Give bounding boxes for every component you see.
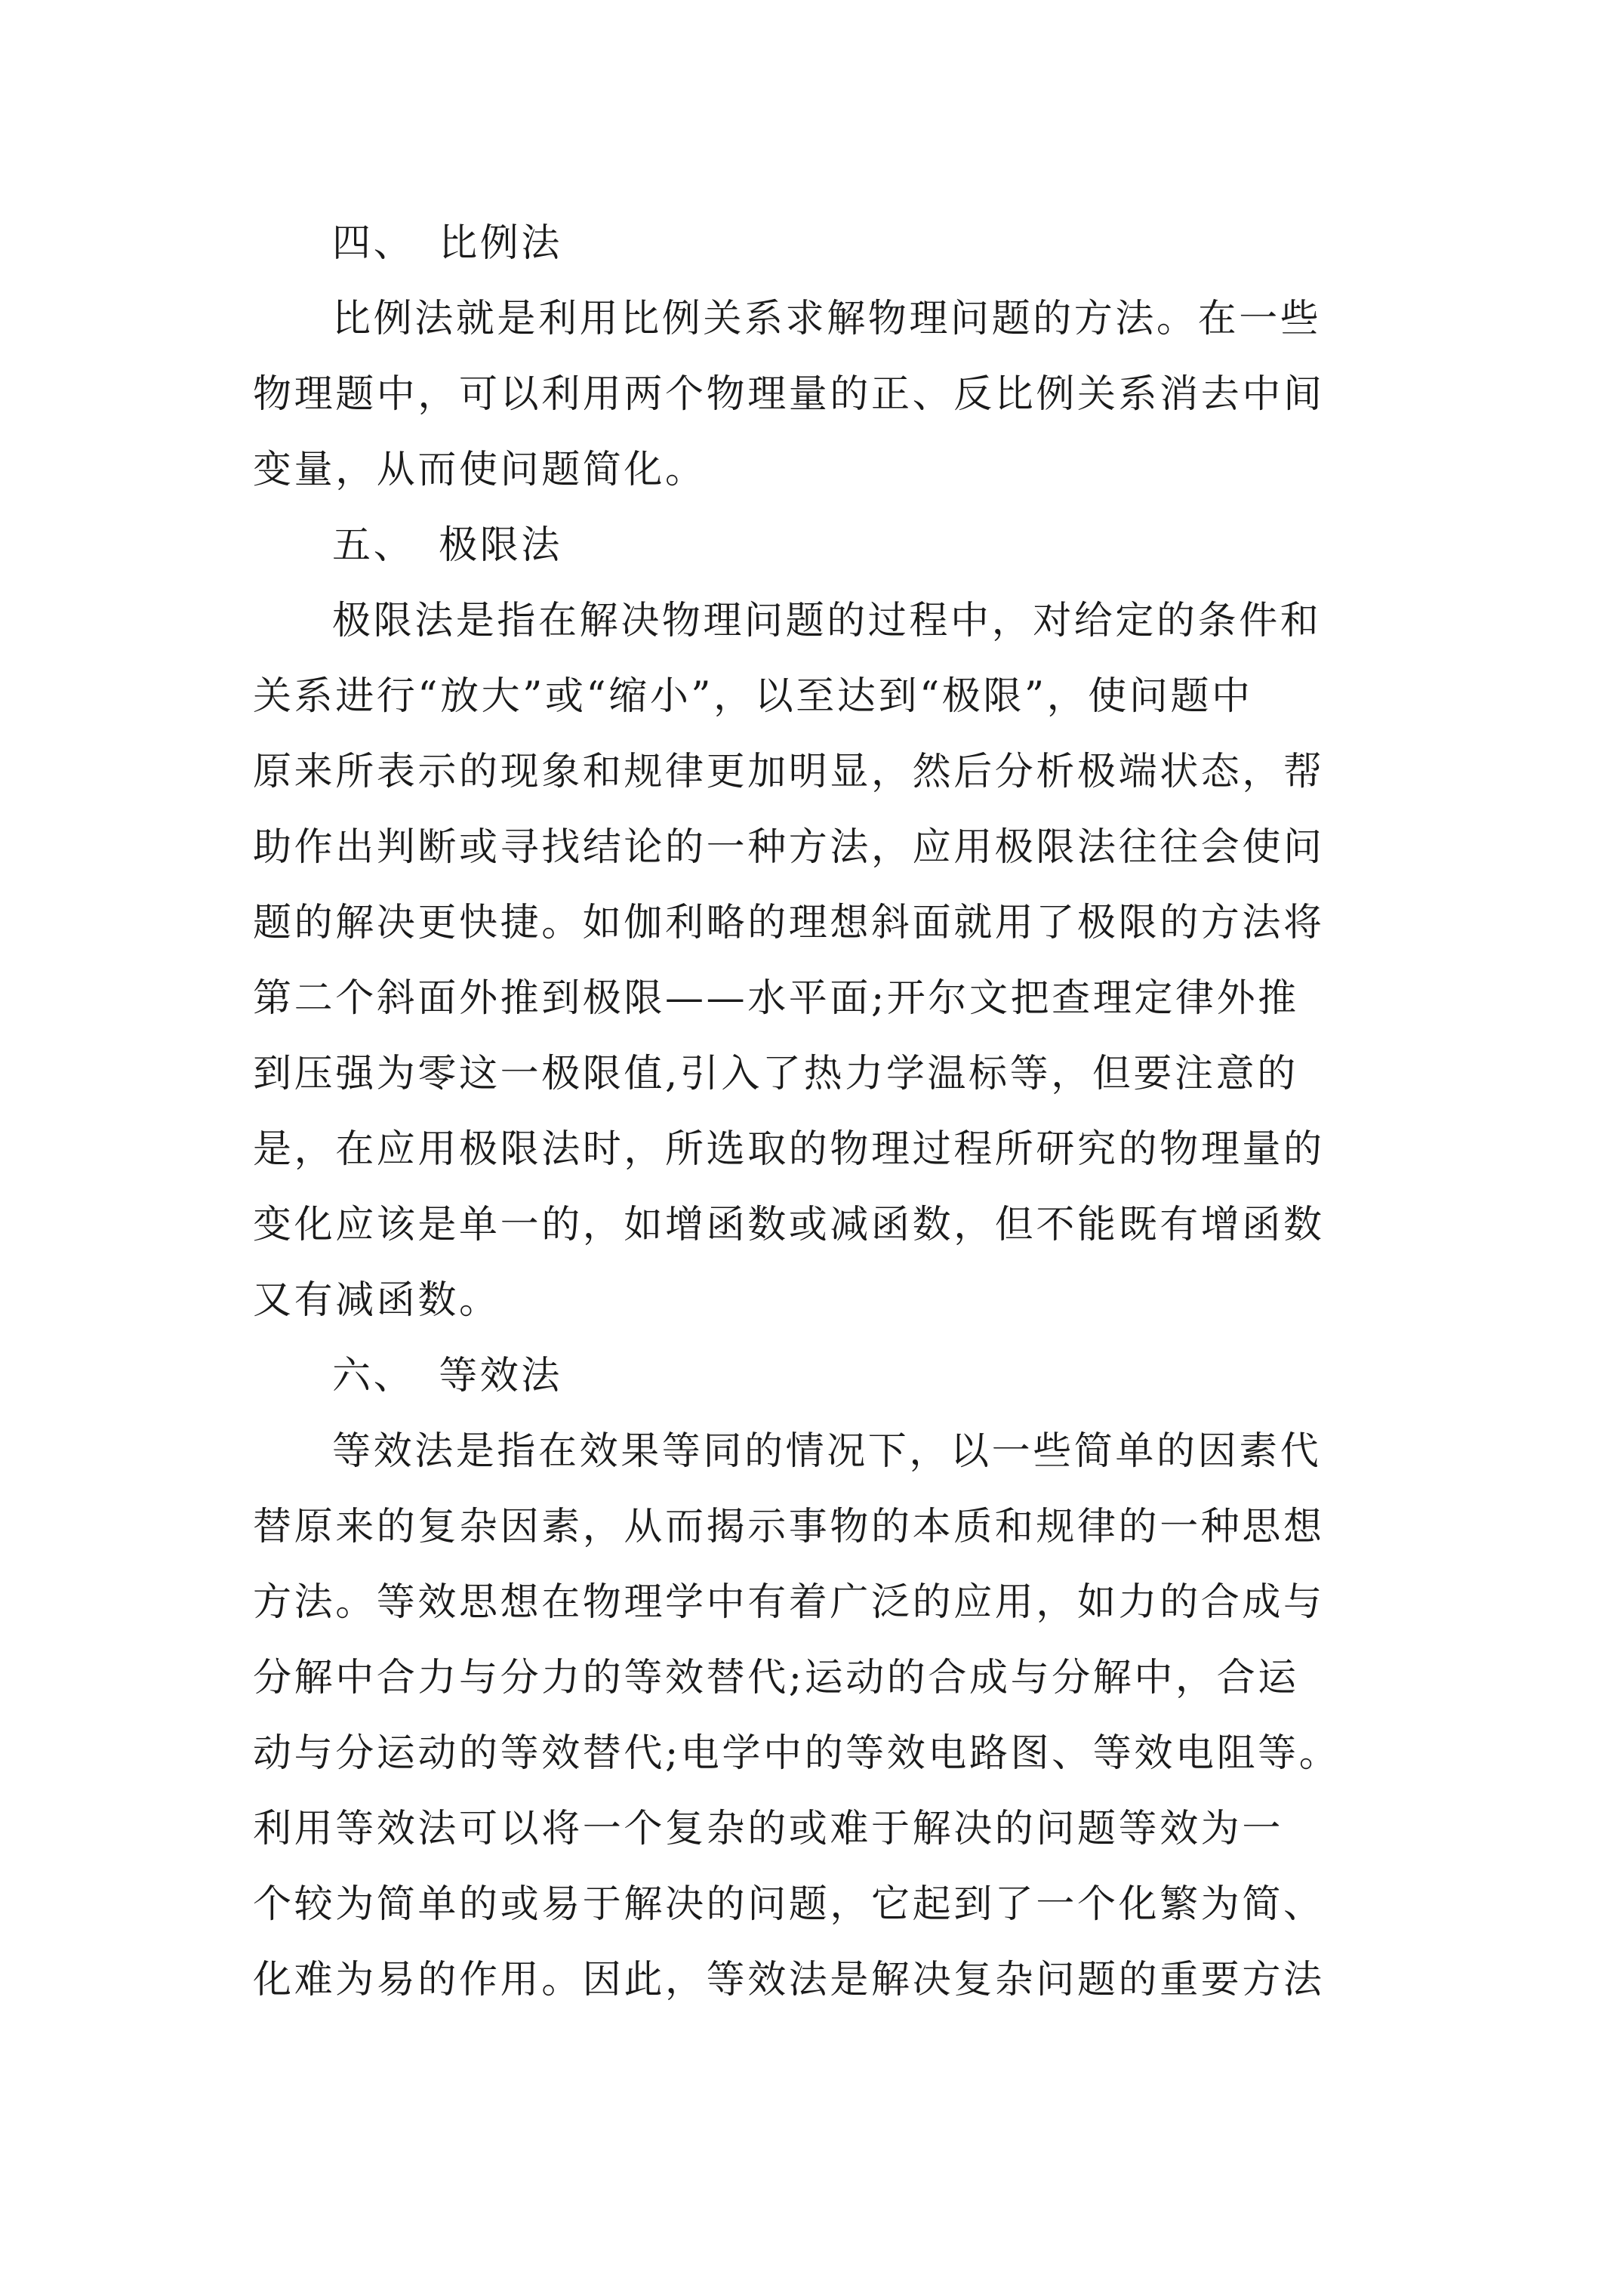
section-title: 极限法 [439,523,563,568]
paragraph-line: 化难为易的作用。因此，等效法是解决复杂问题的重要方法 [253,1958,1325,2002]
paragraph-line: 是，在应用极限法时，所选取的物理过程所研究的物理量的 [253,1127,1325,1172]
paragraph-line: 分解中合力与分力的等效替代;运动的合成与分解中，合运 [253,1656,1299,1700]
paragraph-line: 助作出判断或寻找结论的一种方法，应用极限法往往会使问 [253,825,1325,870]
section-heading-6 [332,1354,1464,1399]
section-title: 等效法 [439,1354,563,1398]
paragraph-line: 等效法是指在效果等同的情况下，以一些简单的因素代 [332,1429,1322,1474]
paragraph-line: 动与分运动的等效替代;电学中的等效电路图、等效电阻等。 [253,1731,1341,1776]
section-title: 比例法 [439,221,563,266]
paragraph-line: 又有减函数。 [253,1278,500,1323]
section-number: 四、 [332,221,415,266]
section-heading-5 [332,523,1464,569]
paragraph-line: 物理题中，可以利用两个物理量的正、反比例关系消去中间 [253,372,1325,417]
paragraph-line: 比例法就是利用比例关系求解物理问题的方法。在一些 [332,297,1322,341]
section-number: 六、 [332,1354,415,1398]
paragraph-line: 变化应该是单一的，如增函数或减函数，但不能既有增函数 [253,1203,1325,1247]
paragraph-line: 方法。等效思想在物理学中有着广泛的应用，如力的合成与 [253,1580,1325,1625]
paragraph-line: 替原来的复杂因素，从而揭示事物的本质和规律的一种思想 [253,1505,1325,1549]
paragraph-line: 第二个斜面外推到极限——水平面;开尔文把查理定律外推 [253,976,1299,1021]
paragraph-line: 原来所表示的现象和规律更加明显，然后分析极端状态，帮 [253,750,1325,794]
paragraph-line: 变量，从而使问题简化。 [253,448,707,492]
paragraph-line: 题的解决更快捷。如伽利略的理想斜面就用了极限的方法将 [253,901,1325,945]
paragraph-line: 到压强为零这一极限值,引入了热力学温标等，但要注意的 [253,1052,1298,1096]
section-number: 五、 [332,523,415,568]
paragraph-line: 极限法是指在解决物理问题的过程中，对给定的条件和 [332,599,1322,643]
paragraph-line: 个较为简单的或易于解决的问题，它起到了一个化繁为简、 [253,1882,1325,1927]
paragraph-line: 利用等效法可以将一个复杂的或难于解决的问题等效为一 [253,1807,1284,1851]
section-heading-4 [332,221,1464,267]
paragraph-line: 关系进行“放大”或“缩小”，以至达到“极限”，使问题中 [253,674,1253,719]
